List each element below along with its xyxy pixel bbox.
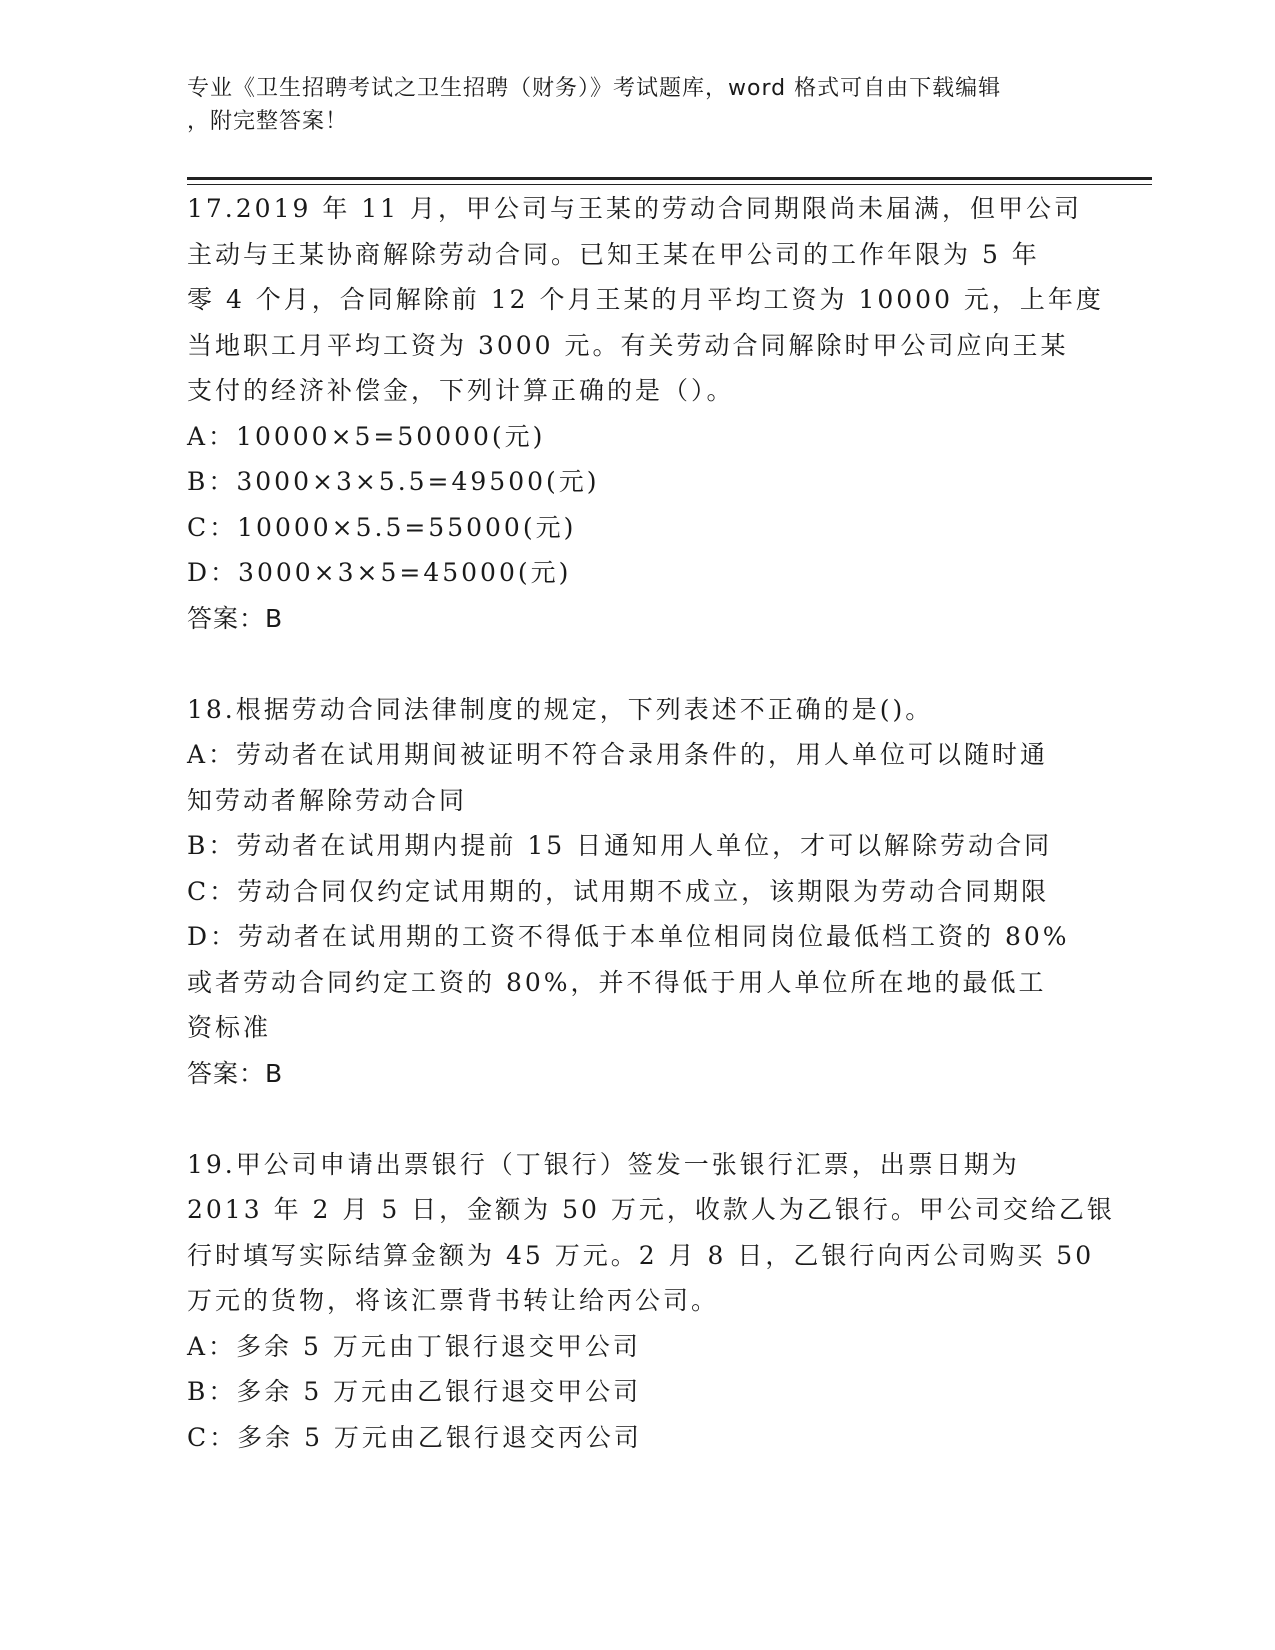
option-c: C：10000×5.5=55000(元) [187, 512, 577, 542]
question-list [187, 186, 1115, 1460]
answer-label: 答案：B [187, 1058, 284, 1088]
option-b: B：多余 5 万元由乙银行退交甲公司 [187, 1377, 642, 1406]
option-a: A：多余 5 万元由丁银行退交甲公司 [187, 1331, 641, 1361]
question-spacer [187, 1096, 1087, 1142]
question-options [187, 1324, 1087, 1461]
question-stem [187, 1142, 1115, 1324]
option-d-continued: 资标准 [187, 1013, 272, 1042]
stem-line: 行时填写实际结算金额为 45 万元。2 月 8 日，乙银行向丙公司购买 50 [187, 1240, 1095, 1270]
stem-line: 万元的货物，将该汇票背书转让给丙公司。 [187, 1286, 720, 1315]
stem-line: 2013 年 2 月 5 日，金额为 50 万元，收款人为乙银行。甲公司交给乙银 [187, 1195, 1115, 1224]
option-b: B：劳动者在试用期内提前 15 日通知用人单位，才可以解除劳动合同 [187, 831, 1053, 860]
stem-line: 17.2019 年 11 月，甲公司与王某的劳动合同期限尚未届满，但甲公司 [187, 194, 1083, 223]
stem-line: 18.根据劳动合同法律制度的规定，下列表述不正确的是()。 [187, 694, 934, 724]
header-divider-thick [187, 177, 1152, 180]
option-d: D：3000×3×5=45000(元) [187, 558, 572, 587]
question-stem [187, 186, 1104, 414]
option-a: A：劳动者在试用期间被证明不符合录用条件的，用人单位可以随时通 [187, 740, 1049, 769]
stem-line: 主动与王某协商解除劳动合同。已知王某在甲公司的工作年限为 5 年 [187, 239, 1040, 269]
question-18 [187, 687, 1087, 1097]
question-spacer [187, 641, 1087, 687]
question-17 [187, 186, 1104, 641]
question-19 [187, 1142, 1115, 1461]
option-b: B：3000×3×5.5=49500(元) [187, 467, 600, 496]
header-line-2: ，附完整答案！ [187, 109, 349, 134]
header-divider-thin [187, 184, 1152, 185]
document-header [187, 72, 1077, 138]
option-c: C：多余 5 万元由乙银行退交丙公司 [187, 1422, 642, 1452]
option-d: D：劳动者在试用期的工资不得低于本单位相同岗位最低档工资的 80% [187, 922, 1070, 951]
stem-line: 支付的经济补偿金，下列计算正确的是（）。 [187, 376, 735, 405]
option-a: A：10000×5=50000(元) [187, 421, 546, 451]
question-options [187, 732, 1087, 1051]
option-c: C：劳动合同仅约定试用期的，试用期不成立，该期限为劳动合同期限 [187, 876, 1050, 906]
question-stem [187, 687, 1087, 733]
stem-line: 当地职工月平均工资为 3000 元。有关劳动合同解除时甲公司应向王某 [187, 330, 1069, 360]
stem-line: 19.甲公司申请出票银行（丁银行）签发一张银行汇票，出票日期为 [187, 1149, 1020, 1179]
option-d-continued: 或者劳动合同约定工资的 80%，并不得低于用人单位所在地的最低工 [187, 967, 1047, 997]
stem-line: 零 4 个月，合同解除前 12 个月王某的月平均工资为 10000 元，上年度 [187, 285, 1104, 314]
answer-label: 答案：B [187, 603, 284, 633]
header-line-1: 专业《卫生招聘考试之卫生招聘（财务）》考试题库，word 格式可自由下载编辑 [187, 76, 1002, 101]
option-a-continued: 知劳动者解除劳动合同 [187, 785, 468, 815]
question-options [187, 414, 1087, 596]
